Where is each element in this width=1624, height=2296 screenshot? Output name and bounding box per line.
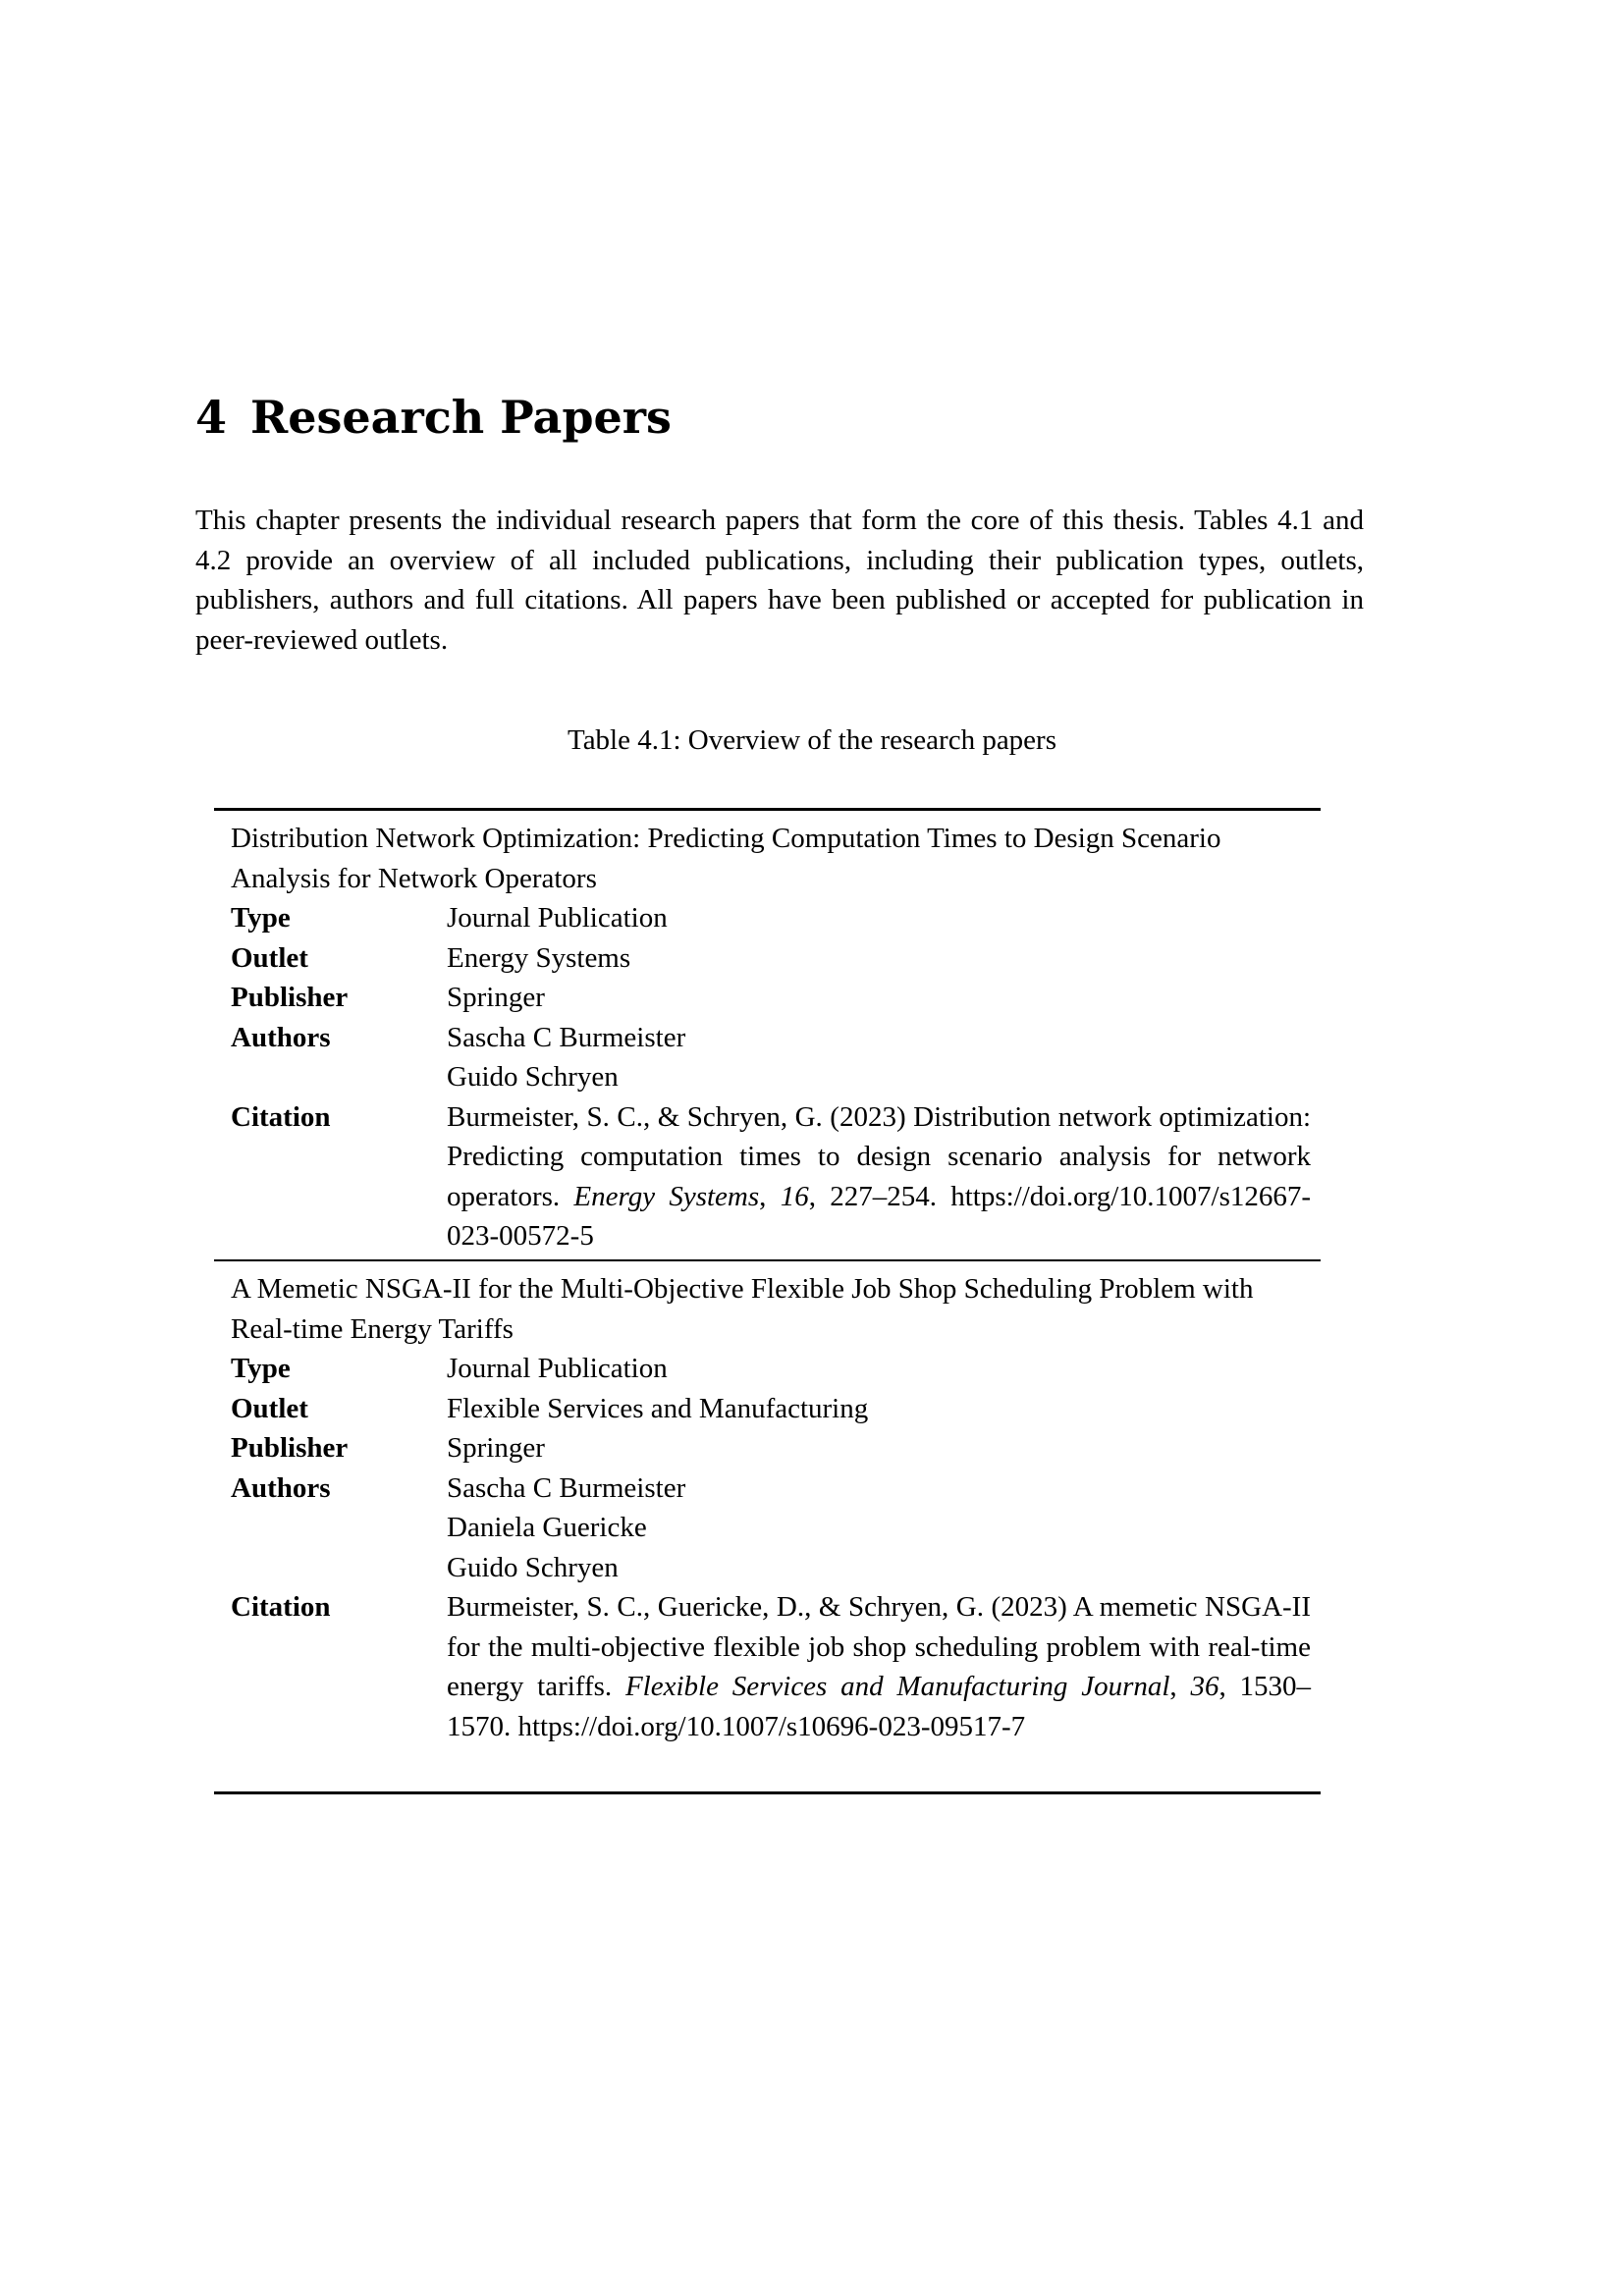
citation-authors-title: Burmeister, S. C., & Schryen, G. (2023) Distribution network optimization: Predicting computation times to design scenario analysis for network operators. bbox=[447, 1100, 1311, 1212]
outlet-row bbox=[231, 938, 1311, 979]
publisher-row bbox=[231, 1428, 1311, 1468]
paper-entry-2 bbox=[231, 1269, 1311, 1746]
type-row bbox=[231, 898, 1311, 938]
citation-volume: 16 bbox=[780, 1180, 809, 1212]
author-name: Sascha C Burmeister bbox=[447, 1021, 686, 1053]
author-name: Guido Schryen bbox=[447, 1551, 619, 1583]
table-mid-rule bbox=[214, 1259, 1321, 1261]
table-top-rule bbox=[214, 808, 1321, 811]
citation-pages-doi: , 227–254. https://doi.org/10.1007/s12667-023-00572-5 bbox=[447, 1180, 1312, 1252]
authors-row bbox=[231, 1468, 1311, 1588]
outlet-value: Energy Systems bbox=[447, 941, 631, 974]
publisher-row bbox=[231, 978, 1311, 1018]
authors-list bbox=[447, 1468, 1311, 1588]
citation-volume: 36 bbox=[1190, 1671, 1219, 1702]
paper-title: Distribution Network Optimization: Predicting Computation Times to Design Scenario Analysis for Network Operators bbox=[231, 823, 1221, 894]
publisher-label: Publisher bbox=[231, 1432, 349, 1464]
table-bottom-rule bbox=[214, 1791, 1321, 1794]
outlet-label: Outlet bbox=[231, 941, 308, 974]
chapter-title-text: Research Papers bbox=[250, 391, 672, 444]
chapter-number: 4 bbox=[195, 391, 228, 444]
authors-label: Authors bbox=[231, 1471, 331, 1504]
chapter-heading bbox=[195, 391, 672, 444]
type-label: Type bbox=[231, 1353, 291, 1384]
intro-paragraph: This chapter presents the individual research papers that form the core of this thesis. Tables 4.1 and 4.2 provide an overview of all included publications, including their publication types, outlets, publishers, authors and full citations. All papers have been published or accepted for publication in peer-reviewed outlets. bbox=[195, 505, 1364, 656]
paper-title: A Memetic NSGA-II for the Multi-Objective Flexible Job Shop Scheduling Problem with Real-time Energy Tariffs bbox=[231, 1273, 1254, 1345]
citation-text bbox=[447, 1587, 1311, 1746]
citation-journal: Flexible Services and Manufacturing Journal bbox=[624, 1671, 1170, 1702]
publisher-value: Springer bbox=[447, 982, 545, 1013]
citation-text bbox=[447, 1097, 1311, 1256]
citation-row bbox=[231, 1097, 1311, 1256]
author-name: Sascha C Burmeister bbox=[447, 1471, 686, 1504]
outlet-label: Outlet bbox=[231, 1392, 308, 1424]
type-row bbox=[231, 1349, 1311, 1389]
type-value: Journal Publication bbox=[447, 902, 668, 934]
citation-separator: , bbox=[1169, 1671, 1191, 1702]
type-label: Type bbox=[231, 902, 291, 934]
citation-row bbox=[231, 1587, 1311, 1746]
citation-label: Citation bbox=[231, 1591, 331, 1623]
citation-separator: , bbox=[759, 1180, 781, 1212]
type-value: Journal Publication bbox=[447, 1353, 668, 1384]
outlet-row bbox=[231, 1389, 1311, 1429]
citation-label: Citation bbox=[231, 1100, 331, 1133]
table-caption: Table 4.1: Overview of the research papers bbox=[568, 724, 1056, 756]
citation-journal: Energy Systems bbox=[573, 1180, 760, 1212]
citation-authors-title: Burmeister, S. C., Guericke, D., & Schryen, G. (2023) A memetic NSGA-II for the multi-objective flexible job shop scheduling problem with real-time energy tariffs. bbox=[447, 1591, 1311, 1702]
authors-list bbox=[447, 1018, 1311, 1097]
authors-row bbox=[231, 1018, 1311, 1097]
author-name: Guido Schryen bbox=[447, 1061, 619, 1093]
authors-label: Authors bbox=[231, 1021, 331, 1053]
paper-entry-1 bbox=[231, 819, 1311, 1256]
citation-pages-doi: , 1530–1570. https://doi.org/10.1007/s10696-023-09517-7 bbox=[447, 1671, 1312, 1742]
outlet-value: Flexible Services and Manufacturing bbox=[447, 1392, 869, 1424]
publisher-value: Springer bbox=[447, 1432, 545, 1464]
author-name: Daniela Guericke bbox=[447, 1512, 647, 1543]
publisher-label: Publisher bbox=[231, 982, 349, 1013]
